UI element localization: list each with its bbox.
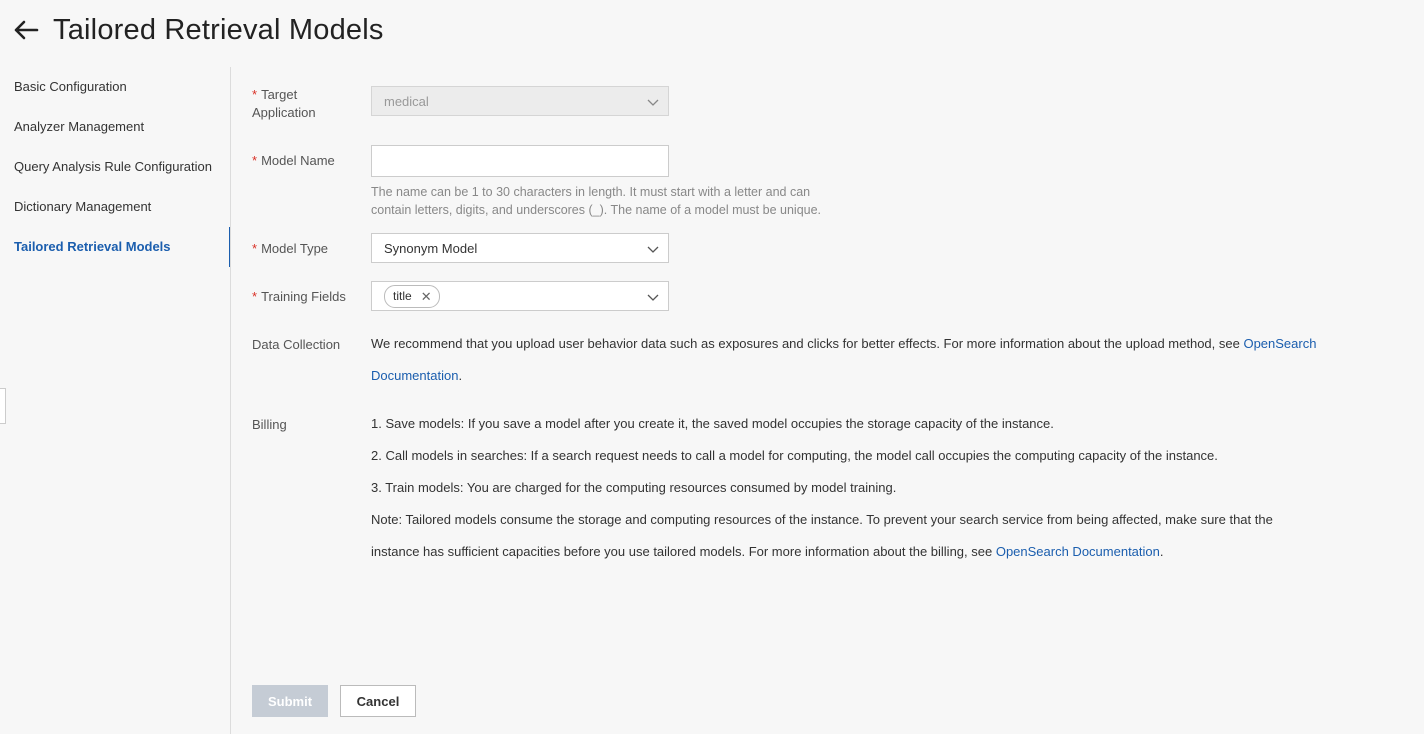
required-marker: * bbox=[252, 289, 258, 304]
chevron-down-icon bbox=[646, 242, 660, 256]
billing-note-line-1: Note: Tailored models consume the storage and computing resources of the instance. To prevent your search service from being affected, make sure that the bbox=[371, 512, 1273, 527]
training-field-tag: title ✕ bbox=[384, 285, 440, 308]
chevron-down-icon bbox=[646, 95, 660, 109]
required-marker: * bbox=[252, 87, 258, 102]
sidebar-item-query-analysis-rule-configuration[interactable]: Query Analysis Rule Configuration bbox=[14, 159, 212, 174]
model-type-label: * Model Type bbox=[252, 241, 329, 256]
required-marker: * bbox=[252, 153, 258, 168]
billing-item-3: 3. Train models: You are charged for the computing resources consumed by model training. bbox=[371, 480, 897, 495]
page-header bbox=[12, 10, 384, 50]
billing-item-2: 2. Call models in searches: If a search request needs to call a model for computing, the model call occupies the computing capacity of the instance. bbox=[371, 448, 1218, 463]
sidebar-divider bbox=[230, 67, 231, 734]
billing-documentation-link[interactable]: OpenSearch Documentation bbox=[995, 544, 1160, 559]
model-name-help: The name can be 1 to 30 characters in length. It must start with a letter and can contain letters, digits, and underscores (_). The name of a model must be unique. bbox=[371, 185, 822, 217]
opensearch-documentation-link[interactable]: OpenSearch Documentation bbox=[371, 336, 1317, 383]
model-name-field bbox=[371, 145, 841, 219]
page-title: Tailored Retrieval Models bbox=[53, 13, 384, 46]
data-collection-text: We recommend that you upload user behavior data such as exposures and clicks for better effects. For more information about the upload method, see OpenSearch Documentation. bbox=[371, 336, 1317, 383]
model-name-label: * Model Name bbox=[252, 153, 335, 168]
target-application-value: medical bbox=[384, 93, 429, 109]
target-application-select[interactable] bbox=[371, 86, 669, 116]
chevron-down-icon bbox=[646, 290, 660, 304]
target-application-field bbox=[371, 86, 669, 116]
required-marker: * bbox=[252, 241, 258, 256]
sidebar-item-basic-configuration[interactable]: Basic Configuration bbox=[14, 79, 127, 94]
billing-label: Billing bbox=[252, 417, 287, 432]
training-fields-label: * Training Fields bbox=[252, 289, 346, 304]
billing-text bbox=[371, 408, 1331, 568]
model-type-select[interactable] bbox=[371, 233, 669, 263]
model-type-value: Synonym Model bbox=[384, 240, 478, 256]
training-fields-field bbox=[371, 281, 669, 311]
target-application-label: * Target Application bbox=[252, 87, 316, 120]
billing-note-line-2: instance has sufficient capacities before you use tailored models. For more information about the billing, see OpenSearch Documentation. bbox=[371, 544, 1164, 559]
data-collection-label: Data Collection bbox=[252, 337, 341, 352]
model-type-field bbox=[371, 233, 669, 263]
close-icon[interactable]: ✕ bbox=[420, 288, 432, 304]
collapse-handle[interactable] bbox=[0, 388, 6, 424]
sidebar-item-dictionary-management[interactable]: Dictionary Management bbox=[14, 199, 152, 214]
sidebar-item-analyzer-management[interactable]: Analyzer Management bbox=[14, 119, 145, 134]
cancel-button[interactable]: Cancel bbox=[340, 685, 416, 717]
sidebar bbox=[0, 67, 231, 734]
sidebar-item-tailored-retrieval-models[interactable]: Tailored Retrieval Models bbox=[0, 227, 231, 267]
back-arrow-icon[interactable] bbox=[12, 16, 40, 44]
model-name-input[interactable] bbox=[371, 145, 669, 177]
billing-item-1: 1. Save models: If you save a model after you create it, the saved model occupies the storage capacity of the instance. bbox=[371, 416, 1054, 431]
training-fields-select[interactable] bbox=[371, 281, 669, 311]
submit-button[interactable]: Submit bbox=[252, 685, 328, 717]
